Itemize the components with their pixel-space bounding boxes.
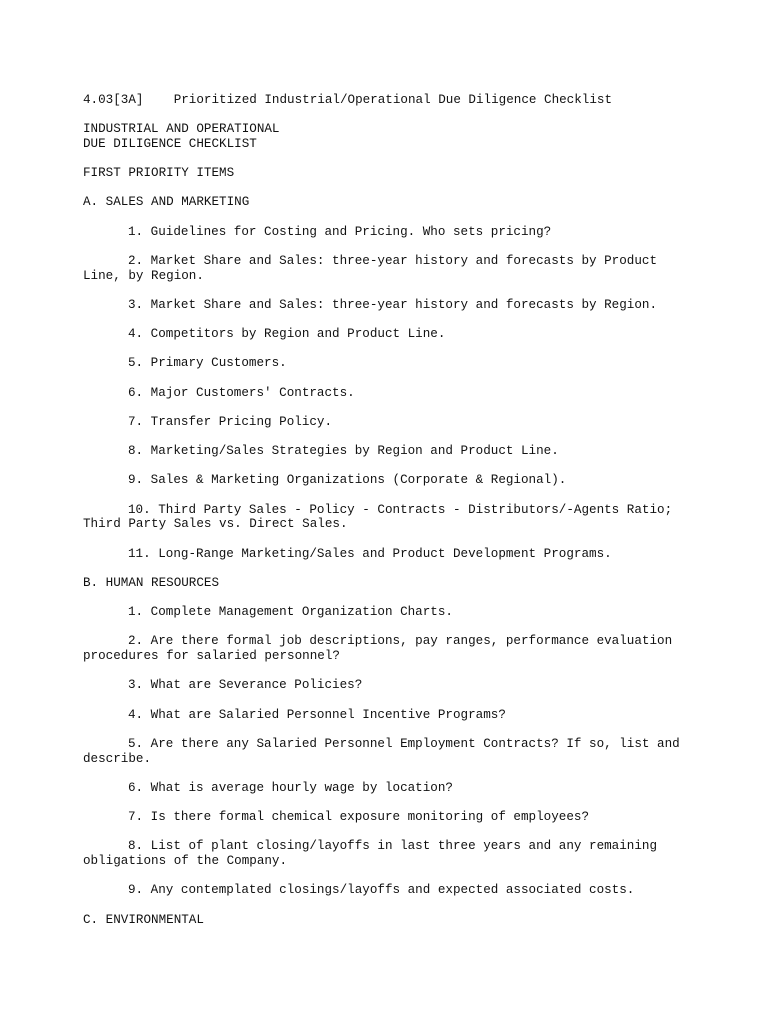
list-item: 9. Sales & Marketing Organizations (Corporate & Regional). — [128, 473, 567, 488]
list-item: 2. Market Share and Sales: three-year history and forecasts by Product Line, by Region. — [83, 253, 665, 283]
list-item: 1. Complete Management Organization Charts. — [128, 605, 453, 620]
section-title: A. SALES AND MARKETING — [83, 195, 250, 210]
list-item: 2. Are there formal job descriptions, pay ranges, performance evaluation procedures for salaried personnel? — [83, 634, 680, 664]
list-item: 8. Marketing/Sales Strategies by Region and Product Line. — [128, 444, 559, 459]
list-item: 3. What are Severance Policies? — [128, 678, 363, 693]
list-item: 5. Are there any Salaried Personnel Employment Contracts? If so, list and describe. — [83, 736, 688, 766]
list-item: 6. Major Customers' Contracts. — [128, 385, 355, 400]
section-title: B. HUMAN RESOURCES — [83, 575, 220, 590]
section-sales-and-marketing — [83, 195, 693, 561]
section-human-resources — [83, 576, 693, 898]
list-item: 1. Guidelines for Costing and Pricing. Who sets pricing? — [128, 224, 552, 239]
list-item: 7. Transfer Pricing Policy. — [128, 414, 333, 429]
document-reference: 4.03[3A] Prioritized Industrial/Operational Due Diligence Checklist — [83, 93, 613, 107]
section-title: C. ENVIRONMENTAL — [83, 912, 204, 927]
document-page — [83, 93, 693, 942]
list-item: 6. What is average hourly wage by location? — [128, 780, 453, 795]
list-item: 11. Long-Range Marketing/Sales and Product Development Programs. — [128, 546, 612, 561]
list-item: 8. List of plant closing/layoffs in last three years and any remaining obligations of the Company. — [83, 839, 665, 868]
document-title-line-1: INDUSTRIAL AND OPERATIONAL — [83, 122, 280, 137]
list-item: 4. Competitors by Region and Product Line. — [128, 327, 446, 342]
priority-heading: FIRST PRIORITY ITEMS — [83, 166, 235, 181]
list-item: 7. Is there formal chemical exposure monitoring of employees? — [128, 810, 590, 825]
document-title-line-2: DUE DILIGENCE CHECKLIST — [83, 136, 257, 151]
section-environmental — [83, 913, 693, 928]
list-item: 4. What are Salaried Personnel Incentive Programs? — [128, 707, 506, 722]
list-item: 9. Any contemplated closings/layoffs and expected associated costs. — [128, 883, 635, 898]
list-item: 3. Market Share and Sales: three-year history and forecasts by Region. — [128, 297, 658, 312]
list-item: 5. Primary Customers. — [128, 356, 287, 371]
list-item: 10. Third Party Sales - Policy - Contracts - Distributors/-Agents Ratio; Third Party Sales vs. Direct Sales. — [83, 502, 680, 532]
